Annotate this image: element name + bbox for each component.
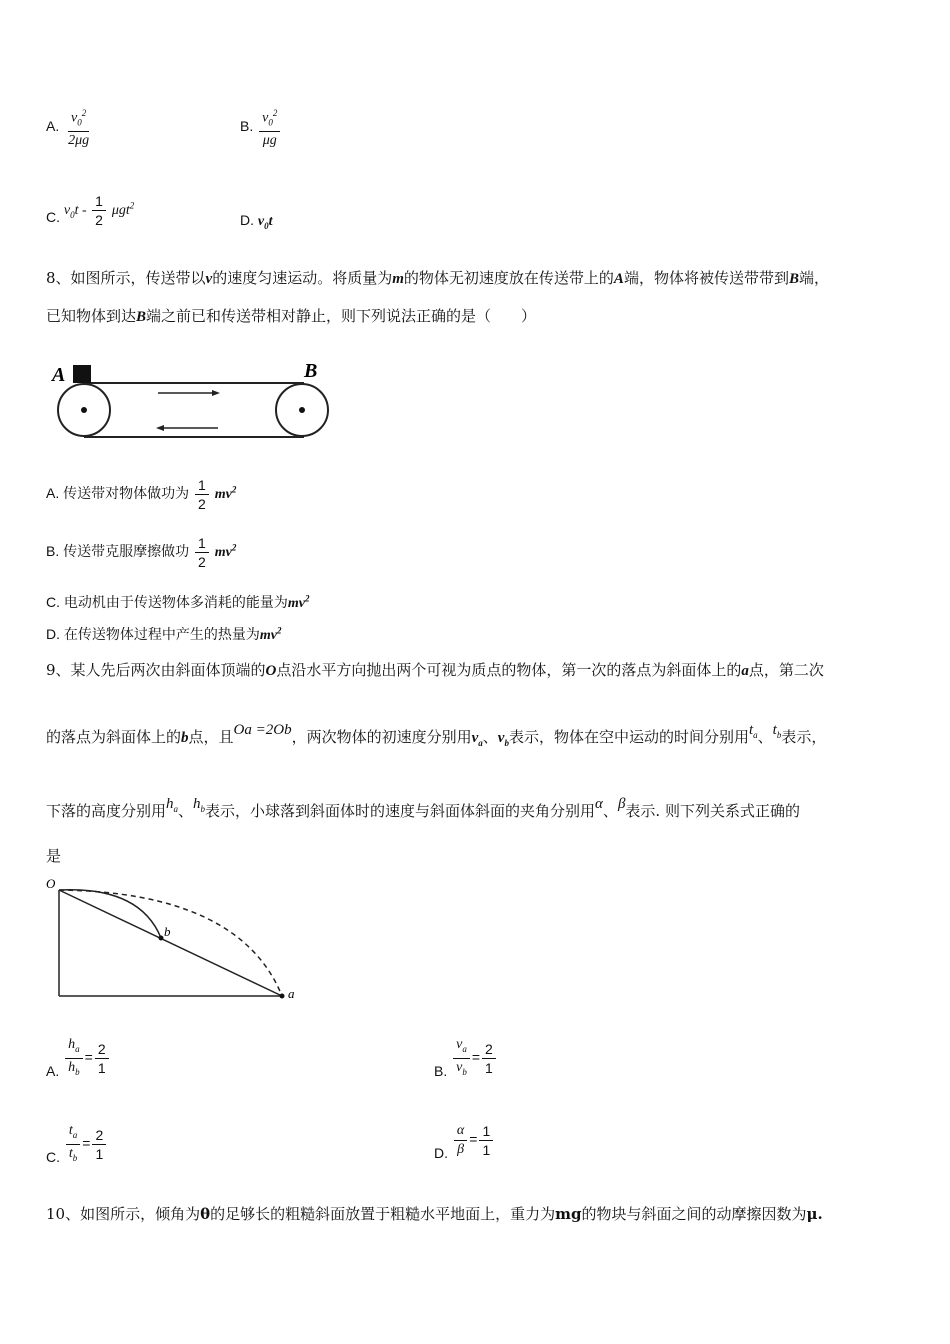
q8-option-c[interactable] [46,592,310,612]
q8-option-d[interactable] [46,624,282,644]
expression: $v_0t$ [257,214,273,231]
q9-stem-line4: 是 [46,847,62,865]
option-label: A. [46,117,60,134]
label-b: B [304,360,318,382]
ratio: $\frac{1}{1}$ [479,1122,493,1159]
label-a: a [288,986,295,1001]
q9-option-d[interactable]: D. $\frac{\alpha}{\beta}$ = $\frac{1}{1}$ [434,1122,495,1161]
q7-option-b[interactable] [240,104,282,150]
option-label: B. [240,117,254,134]
q9-stem-line2: 的落点为斜面体上的b点，且Oa =2Ob，两次物体的初速度分别用$v_a$、$v_b$表示，物体在空中运动的时间分别用$t_a$、$t_b$表示， [46,722,827,748]
q10-stem: 10、如图所示，倾角为θ的足够长的粗糙斜面放置于粗糙水平地面上，重力为mg的物块与斜面之间的动摩擦因数为μ. [46,1205,823,1223]
label-o: O [46,876,56,891]
right-pulley-axle [299,407,305,413]
point-a [280,994,285,999]
fraction: $\frac{h_a}{h_b}$ [65,1036,83,1081]
fraction: $\frac{1}{2}$ [195,476,209,513]
fraction: $\frac{v_0^2}{2\mu g}$ [65,104,92,150]
fraction: $\frac{\alpha}{\beta}$ [454,1122,467,1159]
block [73,365,91,383]
fraction: $\frac{1}{2}$ [92,192,106,229]
label-b: b [164,924,171,939]
option-label: D. [240,212,254,228]
mv2: $mv^2$ [214,484,237,503]
q7-option-d[interactable] [240,212,273,231]
q7-option-c[interactable] [46,192,134,229]
label-a: A [52,364,66,386]
fraction: $\frac{v_0^2}{\mu g}$ [259,104,280,150]
fraction: $\frac{1}{2}$ [195,534,209,571]
incline-projectile-diagram [40,872,310,1004]
option-text: D. 在传送物体过程中产生的热量为 [46,626,260,642]
q7-option-a[interactable] [46,104,94,150]
option-label: C. [46,209,60,226]
fraction: $\frac{v_a}{v_b}$ [453,1036,470,1081]
q8-option-b[interactable] [46,534,236,571]
option-label: D. [434,1145,448,1162]
q8-stem-line1: 8、如图所示，传送带以v的速度匀速运动。将质量为m的物体无初速度放在传送带上的A端，物体将被传送带带到B端， [46,269,829,287]
fraction: $\frac{t_a}{t_b}$ [66,1122,80,1167]
q8-stem-line2: 已知物体到达B端之前已和传送带相对静止，则下列说法正确的是（ ） [46,307,537,325]
incline [59,890,282,996]
option-text: A. 传送带对物体做功为 [46,485,190,502]
mv2: $mv^2$ [214,542,237,561]
left-pulley-axle [81,407,87,413]
mv2: $mv^2$ [287,593,310,611]
ratio: $\frac{2}{1}$ [482,1040,496,1077]
q9-stem-line1: 9、某人先后两次由斜面体顶端的O点沿水平方向抛出两个可视为质点的物体，第一次的落点为斜面体上的a点，第二次 [46,661,824,679]
option-text: C. 电动机由于传送物体多消耗的能量为 [46,594,288,610]
ratio: $\frac{2}{1}$ [95,1040,109,1077]
option-label: C. [46,1149,60,1165]
option-label: B. [434,1063,448,1079]
expression: $v_0t$ - [63,203,87,220]
option-label: A. [46,1063,60,1079]
ratio: $\frac{2}{1}$ [92,1126,106,1163]
point-b [159,936,164,941]
expression-tail: μgt$^2$ [111,200,135,219]
option-text: B. 传送带克服摩擦做功 [46,543,190,560]
q9-option-b[interactable]: B. $\frac{v_a}{v_b}$ = $\frac{2}{1}$ [434,1036,498,1081]
conveyor-belt-diagram [46,355,346,445]
q8-option-a[interactable] [46,476,236,513]
mv2: $mv^2$ [259,625,282,643]
q9-stem-line3: 下落的高度分别用$h_a$、$h_b$表示，小球落到斜面体时的速度与斜面体斜面的夹角分别用α、β表示. 则下列关系式正确的 [46,796,800,820]
q9-option-a[interactable]: A. $\frac{h_a}{h_b}$ = $\frac{2}{1}$ [46,1036,111,1081]
q9-option-c[interactable]: C. $\frac{t_a}{t_b}$ = $\frac{2}{1}$ [46,1122,108,1167]
